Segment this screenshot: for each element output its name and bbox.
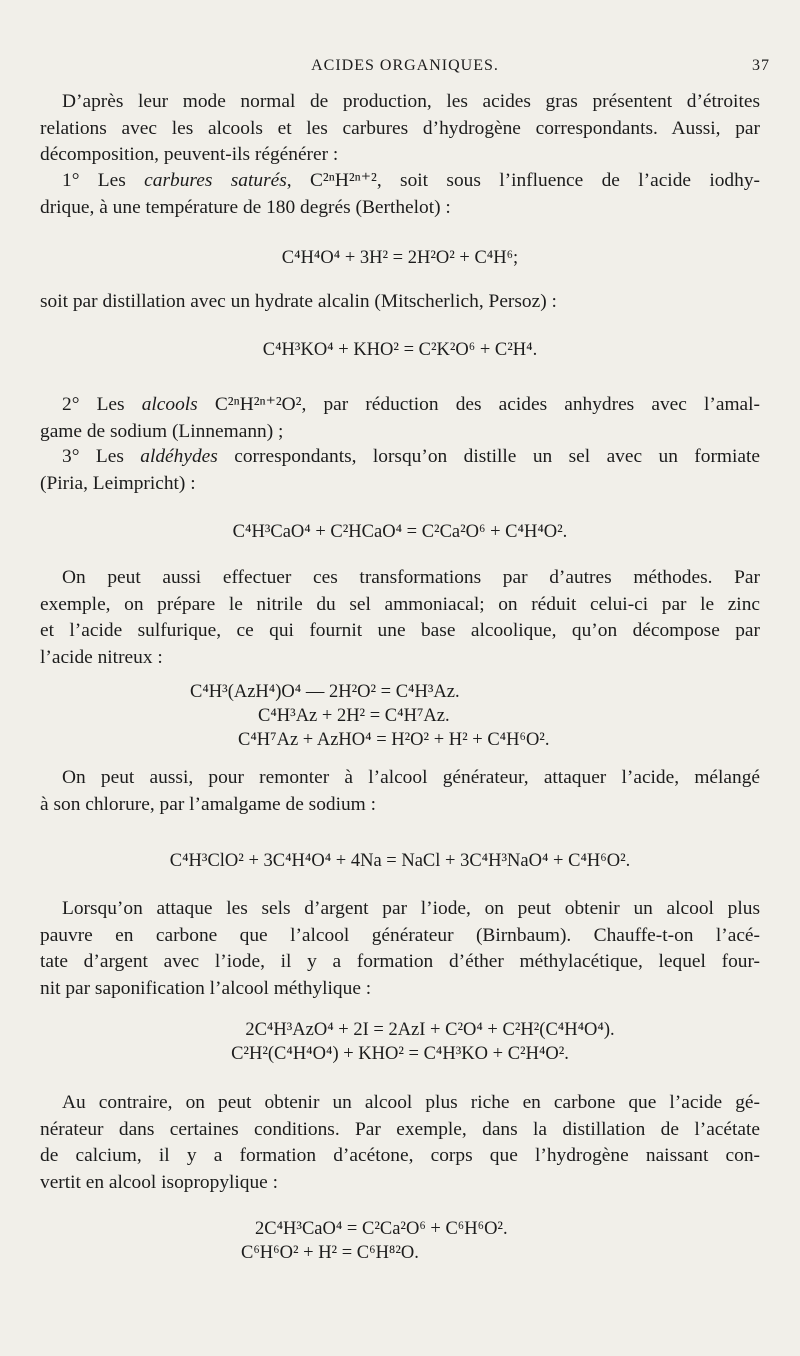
running-title: ACIDES ORGANIQUES.	[311, 57, 499, 74]
equation: 2C⁴H³AzO⁴ + 2I = 2AzI + C²O⁴ + C²H²(C⁴H⁴O⁴).	[245, 1020, 615, 1040]
text-line: drique, à une température de 180 degrés (Berthelot) :	[40, 196, 451, 218]
page-number: 37	[752, 57, 770, 74]
text-line: et l’acide sulfurique, ce qui fournit une base alcoolique, qu’on décompose par	[40, 620, 760, 642]
equation: C⁴H⁴O⁴ + 3H² = 2H²O² + C⁴H⁶;	[281, 248, 519, 268]
text-line: D’après leur mode normal de production, les acides gras présentent d’étroites	[62, 91, 760, 112]
italic-term: carbures saturés	[144, 170, 287, 191]
text-line: vertit en alcool isopropylique :	[40, 1171, 279, 1193]
text-line: pauvre en carbone que l’alcool générateur (Birnbaum). Chauffe-t-on l’acé-	[40, 924, 760, 946]
equation-group	[190, 680, 750, 752]
equation: C⁴H⁷Az + AzHO⁴ = H²O² + H² + C⁴H⁶O².	[238, 730, 550, 750]
paragraph-alcools	[40, 392, 760, 445]
equation: C⁴H³CaO⁴ + C²HCaO⁴ = C²Ca²O⁶ + C⁴H⁴O².	[232, 522, 568, 542]
paragraph-distillation	[40, 289, 760, 316]
text-line: 1° Les carbures saturés, C²ⁿH²ⁿ⁺², soit sous l’influence de l’acide iodhy-	[62, 170, 760, 191]
equation-group	[40, 1018, 760, 1066]
equation: C⁴H³Az + 2H² = C⁴H⁷Az.	[258, 706, 450, 726]
text-line: Lorsqu’on attaque les sels d’argent par l’iode, on peut obtenir un alcool plus	[62, 898, 760, 919]
paragraph-argent	[40, 896, 760, 1002]
text-line: décomposition, peuvent-ils régénérer :	[40, 144, 339, 166]
text-line: relations avec les alcools et les carbures d’hydrogène correspondants. Aussi, par	[40, 117, 760, 139]
paragraph-remonter	[40, 765, 760, 818]
text-line: Au contraire, on peut obtenir un alcool plus riche en carbone que l’acide gé-	[62, 1092, 760, 1113]
text-line: de calcium, il y a formation d’acétone, corps que l’hydrogène naissant con-	[40, 1145, 760, 1167]
text-line: (Piria, Leimpricht) :	[40, 472, 196, 494]
italic-term: aldéhydes	[140, 446, 218, 467]
equation: C²H²(C⁴H⁴O⁴) + KHO² = C⁴H³KO + C²H⁴O².	[231, 1044, 569, 1064]
paragraph-intro	[40, 89, 760, 169]
text-line: nit par saponification l’alcool méthylique :	[40, 977, 372, 999]
text-line: game de sodium (Linnemann) ;	[40, 420, 284, 442]
page-header	[40, 57, 770, 81]
text-line: soit par distillation avec un hydrate alcalin (Mitscherlich, Persoz) :	[40, 291, 557, 312]
paragraph-aldehydes	[40, 444, 760, 497]
text-line: On peut aussi, pour remonter à l’alcool générateur, attaquer l’acide, mélangé	[62, 767, 760, 788]
text-line: tate d’argent avec l’iode, il y a formation d’éther méthylacétique, lequel four-	[40, 951, 760, 973]
equation: C⁴H³ClO² + 3C⁴H⁴O⁴ + 4Na = NaCl + 3C⁴H³NaO⁴ + C⁴H⁶O².	[169, 851, 631, 871]
paragraph-methodes	[40, 565, 760, 671]
text-line: à son chlorure, par l’amalgame de sodium :	[40, 793, 376, 815]
paragraph-carbures	[40, 168, 760, 221]
italic-term: alcools	[141, 394, 198, 415]
text-line: exemple, on prépare le nitrile du sel ammoniacal; on réduit celui-ci par le zinc	[40, 593, 760, 615]
text-line: l’acide nitreux :	[40, 646, 163, 668]
text-line: On peut aussi effectuer ces transformations par d’autres méthodes. Par	[62, 567, 760, 588]
text-line: 2° Les alcools C²ⁿH²ⁿ⁺²O², par réduction des acides anhydres avec l’amal-	[62, 394, 760, 415]
equation: C⁴H³(AzH⁴)O⁴ — 2H²O² = C⁴H³Az.	[190, 682, 460, 702]
paragraph-contraire	[40, 1090, 760, 1196]
equation: C⁶H⁶O² + H² = C⁶H⁸²O.	[241, 1243, 419, 1263]
equation: C⁴H³KO⁴ + KHO² = C²K²O⁶ + C²H⁴.	[262, 340, 538, 360]
text-line: 3° Les aldéhydes correspondants, lorsqu’on distille un sel avec un formiate	[62, 446, 760, 467]
equation: 2C⁴H³CaO⁴ = C²Ca²O⁶ + C⁶H⁶O².	[255, 1219, 508, 1239]
text-line: nérateur dans certaines conditions. Par exemple, dans la distillation de l’acétate	[40, 1118, 760, 1140]
equation-group	[241, 1217, 755, 1265]
